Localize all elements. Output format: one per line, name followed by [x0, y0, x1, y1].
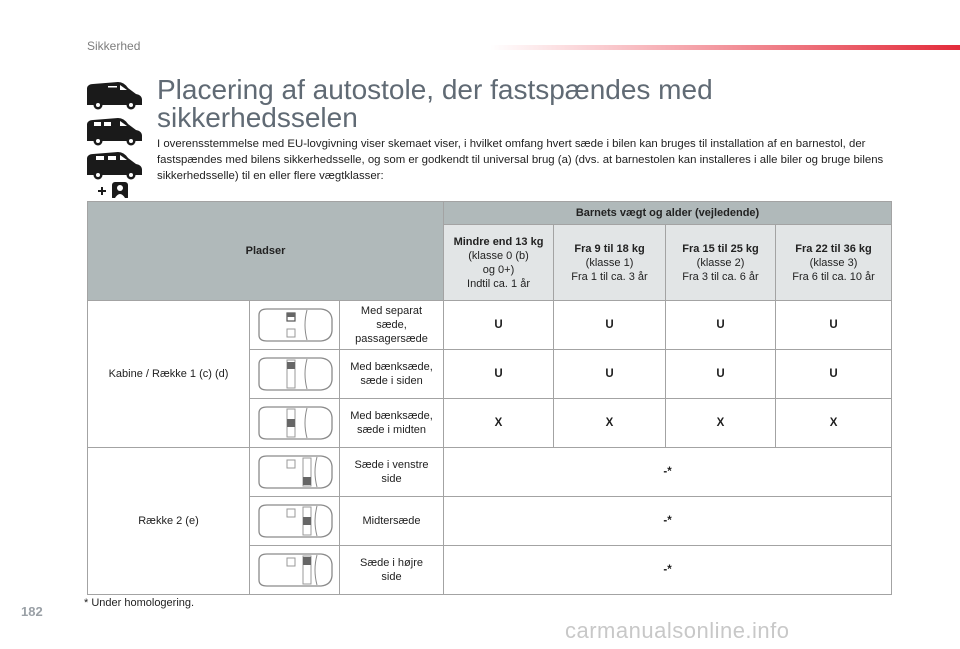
child-seat-table — [87, 201, 892, 595]
weight-class-klasse: (klasse 0 (b) — [468, 249, 529, 262]
seat-value: -* — [444, 497, 892, 546]
car-seat-diagram-icon — [250, 399, 340, 448]
weight-class-age: Fra 3 til ca. 6 år — [682, 270, 759, 283]
seat-desc-line: sæde i midten — [356, 424, 427, 436]
seat-description — [340, 301, 444, 350]
section-title: Sikkerhed — [87, 39, 141, 53]
car-seat-diagram-icon — [250, 497, 340, 546]
seat-value: X — [776, 399, 892, 448]
weight-class-2 — [666, 225, 776, 301]
car-seat-diagram-icon — [250, 546, 340, 595]
seat-value: U — [444, 301, 554, 350]
table-row — [88, 448, 892, 497]
vehicle-variants-icon — [84, 78, 146, 198]
weight-class-age: Fra 6 til ca. 10 år — [792, 270, 875, 283]
seat-description — [340, 497, 444, 546]
weight-class-extra: og 0+) — [482, 263, 515, 276]
weight-class-title: Fra 22 til 36 kg — [795, 242, 872, 255]
seat-desc-line: side — [381, 571, 402, 583]
intro-paragraph: I overensstemmelse med EU-lovgivning viser skemaet viser, i hvilket omfang hvert sæde i bilen kan bruges til installation af en barnestol, der fastspændes med bilens sikkerhedsselle, og som er godkendt til universal brug (a) (dvs. at barnestolen kan installeres i alle biler og bruge bilens sikkerhedsselle) til en eller flere vægtklasser: — [157, 138, 884, 182]
seat-desc-line: Med bænksæde, — [350, 410, 433, 422]
seat-value: -* — [444, 546, 892, 595]
seat-desc-line: side — [381, 473, 402, 485]
seat-value: U — [666, 350, 776, 399]
weight-class-age: Indtil ca. 1 år — [467, 277, 530, 290]
seat-description — [340, 448, 444, 497]
seat-value: U — [444, 350, 554, 399]
places-header: Pladser — [88, 202, 444, 301]
seat-description — [340, 546, 444, 595]
weight-class-klasse: (klasse 1) — [585, 256, 634, 269]
seat-value: -* — [444, 448, 892, 497]
weight-header: Barnets vægt og alder (vejledende) — [444, 202, 892, 225]
seat-value: U — [776, 350, 892, 399]
weight-class-title: Fra 15 til 25 kg — [682, 242, 759, 255]
seat-desc-line: Midtersæde — [362, 515, 421, 527]
seat-desc-line: passagersæde — [355, 333, 428, 345]
weight-class-klasse: (klasse 2) — [696, 256, 745, 269]
seat-desc-line: sæde, — [376, 319, 407, 331]
seat-value: U — [554, 301, 666, 350]
weight-class-0 — [444, 225, 554, 301]
watermark: carmanualsonline.info — [565, 618, 790, 643]
seat-desc-line: Sæde i højre — [360, 557, 423, 569]
seat-value: X — [554, 399, 666, 448]
page-number: 182 — [21, 604, 43, 619]
seat-value: U — [666, 301, 776, 350]
weight-class-title: Fra 9 til 18 kg — [574, 242, 645, 255]
group-label: Række 2 (e) — [88, 448, 250, 595]
weight-class-title: Mindre end 13 kg — [453, 235, 544, 248]
page-title: Placering af autostole, der fastspændes med sikkerhedsselen — [157, 74, 713, 133]
seat-desc-line: Med separat — [360, 305, 423, 317]
seat-desc-line: Med bænksæde, — [350, 361, 433, 373]
header-accent-bar — [490, 45, 960, 50]
weight-class-3 — [776, 225, 892, 301]
seat-desc-line: Sæde i venstre — [354, 459, 429, 471]
weight-class-1 — [554, 225, 666, 301]
seat-description — [340, 399, 444, 448]
weight-class-age: Fra 1 til ca. 3 år — [571, 270, 648, 283]
group-label: Kabine / Række 1 (c) (d) — [88, 301, 250, 448]
car-seat-diagram-icon — [250, 301, 340, 350]
car-seat-diagram-icon — [250, 448, 340, 497]
seat-value: X — [444, 399, 554, 448]
seat-desc-line: sæde i siden — [360, 375, 423, 387]
seat-value: U — [776, 301, 892, 350]
footnote: * Under homologering. — [84, 597, 195, 609]
weight-class-klasse: (klasse 3) — [809, 256, 858, 269]
table-row — [88, 301, 892, 350]
seat-value: X — [666, 399, 776, 448]
seat-value: U — [554, 350, 666, 399]
seat-description — [340, 350, 444, 399]
car-seat-diagram-icon — [250, 350, 340, 399]
